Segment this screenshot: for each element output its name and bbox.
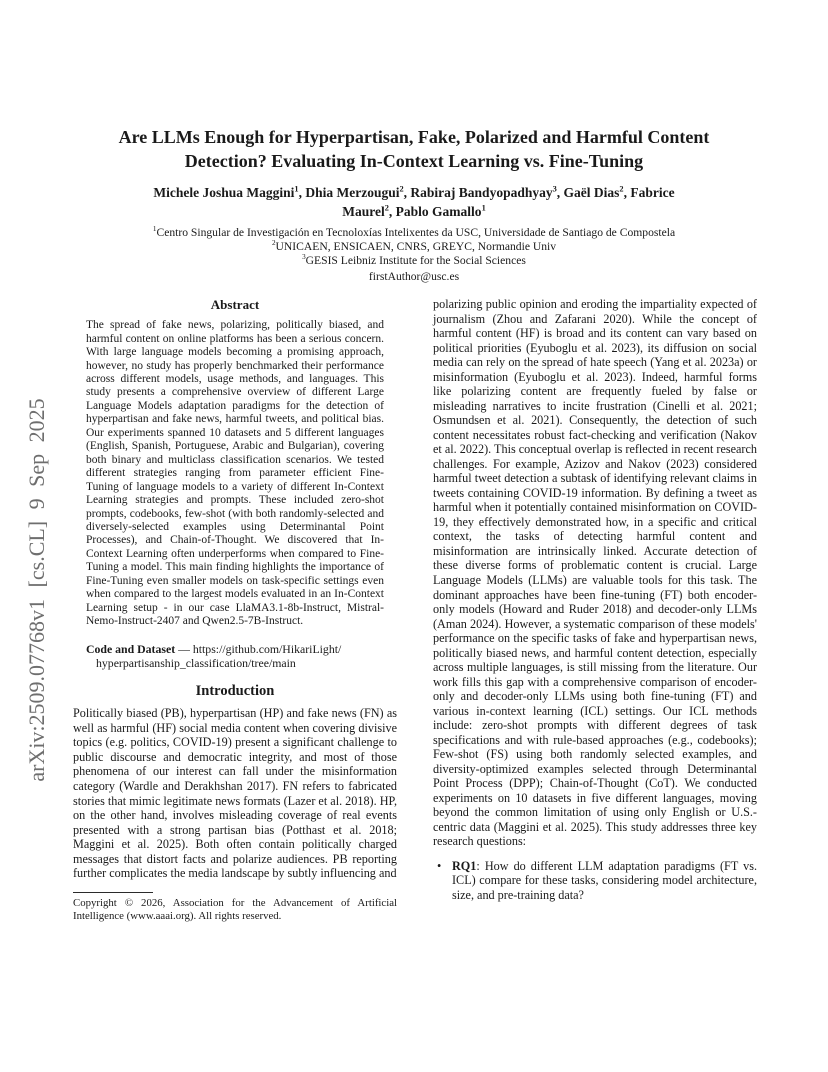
authors-line-1 xyxy=(0,183,828,202)
author-name: Fabrice xyxy=(630,184,675,200)
affiliation-text: UNICAEN, ENSICAEN, CNRS, GREYC, Normandie Univ xyxy=(275,239,557,253)
code-dataset-note xyxy=(73,642,397,671)
copyright-footnote xyxy=(73,892,397,923)
abstract-text: The spread of fake news, polarizing, politically biased, and harmful content on online platforms has been a serious concern. With large language models becoming a promising approach, however, no study has properly benchmarked their performance across different models, usage methods, and languages. This study presents a comprehensive overview of different Large Language Models adaptation paradigms for the detection of hyperpartisan and fake news, harmful tweets, and political bias. Our experiments spanned 10 datasets and 5 different languages (English, Spanish, Portuguese, Arabic and Bulgarian), covering both binary and multiclass classification scenarios. We tested different strategies ranging from parameter efficient Fine-Tuning of language models to a variety of different In-Context Learning strategies and prompts. These included zero-shot prompts, codebooks, few-shot (with both randomly-selected and diversely-selected examples using Determinantal Point Processes), and Chain-of-Thought. We discovered that In-Context Learning often underperforms when compared to Fine-Tuning a model. This main finding highlights the importance of Fine-Tuning even smaller models on task-specific settings even when compared to the largest models evaluated in an In-Context Learning setup - in our case LlaMA3.1-8b-Instruct, Mistral-Nemo-Instruct-2407 and Qwen2.5-7B-Instruct. xyxy=(86,319,384,628)
right-column xyxy=(433,297,757,922)
author-separator: , xyxy=(556,184,564,200)
copyright-text: Copyright © 2026, Association for the Advancement of Artificial Intelligence (www.aaai.org). All rights reserved. xyxy=(73,896,397,922)
author-segment xyxy=(564,185,631,200)
author-name: Dhia Merzougui xyxy=(305,184,400,200)
rq1-content xyxy=(452,859,757,903)
author-name: Pablo Gamallo xyxy=(395,204,482,220)
affiliation-line xyxy=(0,254,828,268)
two-column-body xyxy=(0,297,828,922)
author-affiliation-marker: 2 xyxy=(619,184,624,194)
affiliations-block xyxy=(0,226,828,267)
left-column xyxy=(73,297,397,922)
author-name: Gaël Dias xyxy=(563,184,620,200)
author-segment xyxy=(630,185,674,200)
affiliation-line xyxy=(0,240,828,254)
paper-title xyxy=(60,126,768,174)
rq1-label: RQ1 xyxy=(452,858,477,873)
affiliation-marker: 3 xyxy=(302,252,306,261)
code-dataset-url-part2[interactable]: hyperpartisanship_classification/tree/main xyxy=(96,656,296,671)
affiliation-marker: 1 xyxy=(152,225,157,234)
author-affiliation-marker: 2 xyxy=(384,203,389,213)
abstract-heading: Abstract xyxy=(210,297,260,313)
footnote-rule xyxy=(73,892,153,893)
code-dataset-dash: — xyxy=(175,641,193,656)
author-separator: , xyxy=(403,184,411,200)
author-name: Maurel xyxy=(342,204,385,220)
author-segment xyxy=(342,204,395,219)
rq1-bullet-item xyxy=(433,859,757,903)
author-segment xyxy=(153,185,305,200)
code-dataset-label: Code and Dataset xyxy=(86,641,176,656)
author-affiliation-marker: 1 xyxy=(481,203,486,213)
bullet-marker: • xyxy=(437,858,442,873)
contact-email: firstAuthor@usc.es xyxy=(368,270,460,284)
author-affiliation-marker: 2 xyxy=(399,184,404,194)
author-segment xyxy=(396,204,486,219)
affiliation-marker: 2 xyxy=(271,239,276,247)
paper-title-line-1: Are LLMs Enough for Hyperpartisan, Fake, Polarized and Harmful Content xyxy=(118,127,710,147)
author-segment xyxy=(305,185,410,200)
author-affiliation-marker: 3 xyxy=(552,184,557,194)
author-separator: , xyxy=(298,184,306,200)
author-name: Rabiraj Bandyopadhyay xyxy=(410,184,553,200)
section-heading-introduction: Introduction xyxy=(195,683,275,700)
author-name: Michele Joshua Maggini xyxy=(153,184,295,200)
rq1-text: : How do different LLM adaptation paradigms (FT vs. ICL) compare for these tasks, considering model architecture, size, and pre-training data? xyxy=(452,858,757,902)
affiliation-line xyxy=(0,226,828,240)
affiliation-text: GESIS Leibniz Institute for the Social Sciences xyxy=(305,253,526,267)
intro-paragraph: Politically biased (PB), hyperpartisan (HP) and fake news (FN) as well as harmful (HF) social media content when covering divisive topics (e.g. politics, COVID-19) present a significant challenge to public discourse and democratic integrity, and most of those phenomena of our interest can fall under the misinformation category (Wardle and Derakhshan 2017). FN refers to fabricated stories that mimic legitimate news formats (Lazer et al. 2018). HP, on the other hand, involves misleading coverage of real events presented with a strong partisan bias (Potthast et al. 2018; Maggini et al. 2025). Both often contain politically charged messages that distort facts and polarize audiences. PB reporting further complicates the media landscape by subtly influencing and xyxy=(73,706,397,881)
author-segment xyxy=(410,185,563,200)
author-affiliation-marker: 1 xyxy=(294,184,299,194)
code-dataset-url-part1[interactable]: https://github.com/HikariLight/ xyxy=(192,641,342,656)
paper-title-line-2: Detection? Evaluating In-Context Learning vs. Fine-Tuning xyxy=(184,150,644,171)
affiliation-text: Centro Singular de Investigación en Tecnoloxías Intelixentes da USC, Universidade de Santiago de Compostela xyxy=(156,226,676,240)
author-separator: , xyxy=(623,184,631,200)
right-column-paragraph: polarizing public opinion and eroding the impartiality expected of journalism (Zhou and Zafarani 2020). While the concept of harmful content (HF) is broad and its content can vary based on political priorities (Eyuboglu et al. 2023), its diffusion on social media can rely on the spread of hate speech (Yang et al. 2023a) or misinformation (Eyuboglu et al. 2023). Indeed, harmful forms like polarizing content are frequently fueled by false or misleading narratives to incite frustration (Cinelli et al. 2021; Osmundsen et al. 2021). Consequently, the detection of such content necessitates robust fact-checking and verification (Nakov et al. 2022). This conceptual overlap is reflected in recent research challenges. For example, Azizov and Nakov (2023) considered harmful tweet detection a subtask of identifying relevant claims in tweets containing COVID-19 information. By defining a tweet as harmful when it potentially contained misinformation on COVID-19, they effectively demonstrated how, in a specific and critical context, the tasks of detecting harmful content and misinformation are intrinsically linked. Accurate detection of these diverse forms of problematic content is crucial. Large Language Models (LLMs) are valuable tools for this task. The dominant approaches have been fine-tuning (FT) both encoder-only models (Howard and Ruder 2018) and decoder-only LLMs (Aman 2024). However, a systematic comparison of these models' performance on the specific tasks of fake and hyperpartisan news, politically biased news, and harmful content detection, especially across multiple languages, is still missing from the literature. Our work fills this gap with a comprehensive comparison of encoder-only and decoder-only LLMs using both fine-tuning (FT) and various in-context learning (ICL) settings. Our ICL methods include: zero-shot prompts with different degrees of task specifications and with rule-based approaches (e.g., codebooks); Few-shot (FS) using both randomly selected examples, and diversity-optimized examples selected through Determinantal Point Process (DPP); Chain-of-Thought (CoT). We conducted experiments on 10 datasets in five different languages, moving beyond the common limitation of using only English or U.S.-centric data (Maggini et al. 2025). This study addresses three key research questions: xyxy=(433,297,757,849)
author-separator: , xyxy=(388,204,396,220)
arxiv-watermark: arXiv:2509.07768v1 [cs.CL] 9 Sep 2025 xyxy=(24,398,49,782)
authors-line-2 xyxy=(0,202,828,221)
authors-block xyxy=(0,183,828,221)
